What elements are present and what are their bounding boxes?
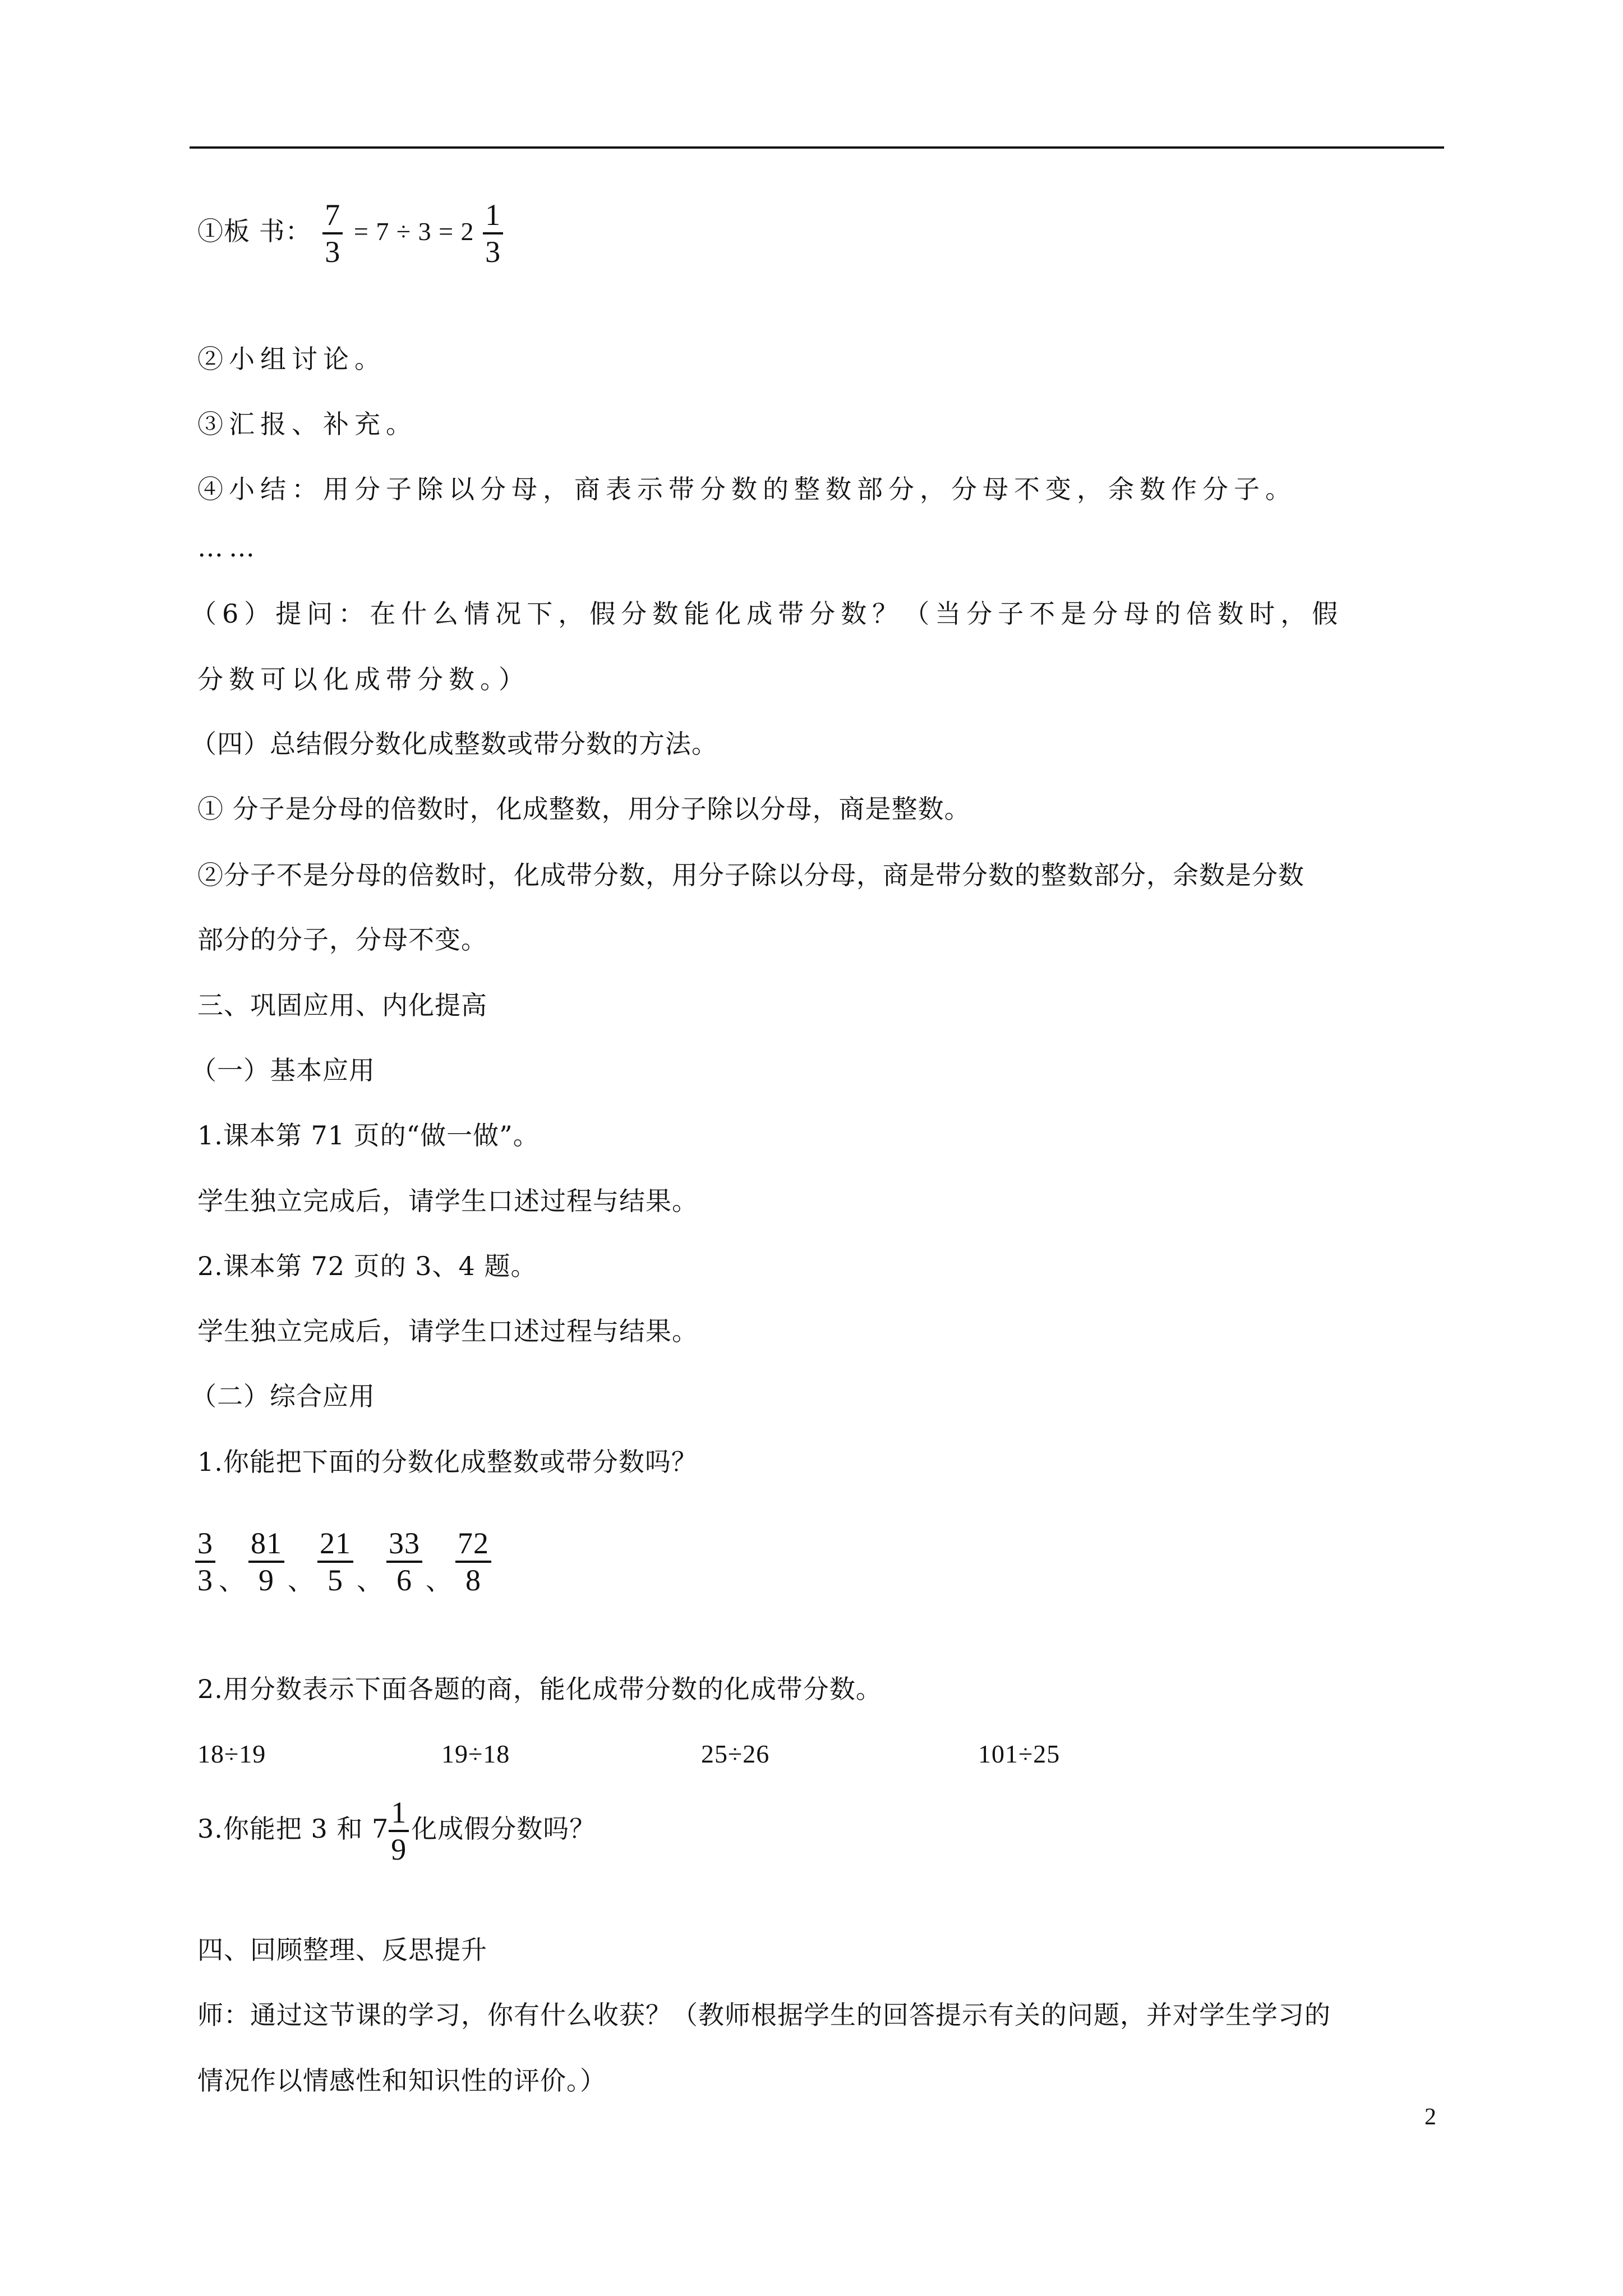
section-heading: （四）总结假分数化成整数或带分数的方法。 (191, 729, 718, 759)
separator: 、 (288, 1566, 314, 1596)
separator: 、 (426, 1566, 452, 1596)
fraction-numerator: 7 (325, 198, 341, 232)
fraction-denominator: 6 (396, 1563, 412, 1597)
separator: 、 (357, 1566, 383, 1596)
division-item: 18÷19 (197, 1740, 266, 1768)
paragraph-line: 分数可以化成带分数。） (197, 664, 530, 694)
fraction-denominator: 8 (465, 1563, 481, 1597)
board-equation-line (197, 197, 505, 269)
fraction-item (195, 1526, 215, 1598)
paragraph-line: 2.用分数表示下面各题的商，能化成带分数的化成带分数。 (197, 1674, 882, 1704)
question-prefix: 3.你能把 3 和 7 (197, 1814, 389, 1844)
board-label: ①板 书： (197, 216, 312, 246)
question-mixed-number (197, 1795, 596, 1867)
division-item: 25÷26 (701, 1740, 770, 1768)
fraction-numerator: 21 (320, 1526, 351, 1560)
paragraph-line: 2.课本第 72 页的 3、4 题。 (197, 1251, 537, 1281)
fraction-denominator: 3 (485, 235, 501, 269)
paragraph-line: ① 分子是分母的倍数时，化成整数，用分子除以分母，商是整数。 (197, 794, 971, 824)
paragraph-line: 师：通过这节课的学习，你有什么收获？（教师根据学生的回答提示有关的问题，并对学生学习的 (197, 2000, 1331, 2030)
fraction-item (386, 1526, 422, 1598)
fraction-7-3 (322, 197, 343, 269)
paragraph-line: 学生独立完成后，请学生口述过程与结果。 (197, 1316, 698, 1346)
section-heading: 三、巩固应用、内化提高 (197, 990, 487, 1020)
paragraph-line: ②小组讨论。 (197, 344, 386, 374)
section-heading: （一）基本应用 (191, 1055, 375, 1085)
division-item: 19÷18 (441, 1740, 510, 1768)
paragraph-line: ④小结：用分子除以分母，商表示带分数的整数部分，分母不变，余数作分子。 (197, 474, 1297, 504)
paragraph-line: （6）提问：在什么情况下，假分数能化成带分数？（当分子不是分母的倍数时，假 (191, 599, 1344, 629)
fraction-denominator: 3 (325, 235, 341, 269)
page-number: 2 (1424, 2104, 1436, 2130)
ellipsis-line: …… (197, 532, 260, 563)
paragraph-line: 情况作以情感性和知识性的评价。） (197, 2065, 606, 2096)
fraction-denominator: 9 (259, 1563, 274, 1597)
separator: 、 (219, 1566, 245, 1596)
fraction-denominator: 9 (391, 1833, 407, 1866)
division-item: 101÷25 (978, 1740, 1061, 1768)
fraction-numerator: 81 (251, 1526, 282, 1560)
header-rule (190, 146, 1444, 149)
fraction-list (193, 1526, 494, 1598)
fraction-numerator: 33 (389, 1526, 420, 1560)
fraction-item (455, 1526, 491, 1598)
paragraph-line: 部分的分子，分母不变。 (197, 924, 487, 955)
paragraph-line: ②分子不是分母的倍数时，化成带分数，用分子除以分母，商是带分数的整数部分，余数是分数 (197, 860, 1304, 890)
fraction-denominator: 5 (328, 1563, 343, 1597)
paragraph-line: ③汇报、补充。 (197, 409, 417, 439)
paragraph-line: 1.课本第 71 页的“做一做”。 (197, 1120, 540, 1151)
fraction-1-9 (389, 1795, 409, 1867)
fraction-item (317, 1526, 353, 1598)
paragraph-line: 1.你能把下面的分数化成整数或带分数吗？ (197, 1447, 698, 1477)
fraction-numerator: 1 (485, 198, 501, 232)
paragraph-line: 学生独立完成后，请学生口述过程与结果。 (197, 1186, 698, 1216)
section-heading: （二）综合应用 (191, 1381, 375, 1411)
fraction-numerator: 3 (197, 1526, 213, 1560)
fraction-numerator: 1 (391, 1796, 407, 1829)
fraction-item (248, 1526, 284, 1598)
fraction-denominator: 3 (197, 1563, 213, 1597)
board-equation-middle: = 7 ÷ 3 = 2 (353, 217, 474, 246)
fraction-numerator: 72 (458, 1526, 489, 1560)
question-suffix: 化成假分数吗？ (411, 1814, 596, 1844)
mixed-fraction-part (483, 197, 503, 269)
section-heading: 四、回顾整理、反思提升 (197, 1935, 487, 1965)
